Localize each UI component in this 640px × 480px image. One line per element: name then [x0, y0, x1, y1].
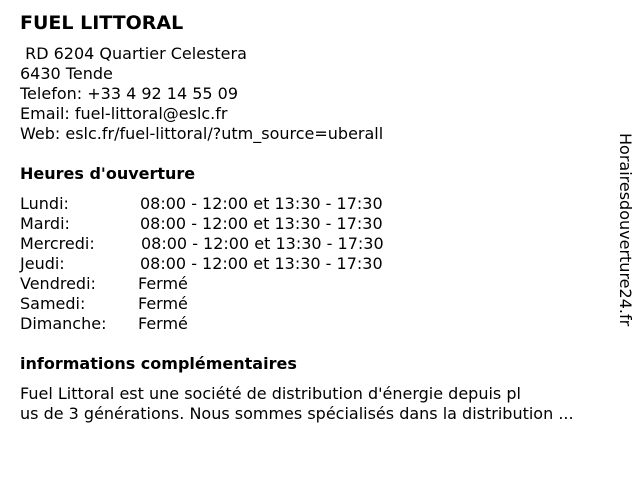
day-hours: 08:00 - 12:00 et 13:30 - 17:30 [140, 194, 383, 213]
address-street: RD 6204 Quartier Celestera [20, 44, 247, 63]
day-label: Dimanche: [20, 314, 107, 333]
additional-info-heading: informations complémentaires [20, 354, 297, 373]
day-hours: Fermé [138, 274, 188, 293]
info-line: us de 3 générations. Nous sommes spécialisés dans la distribution ... [20, 404, 574, 423]
address-city: 6430 Tende [20, 64, 113, 83]
day-hours: 08:00 - 12:00 et 13:30 - 17:30 [141, 234, 384, 253]
info-line: Fuel Littoral est une société de distribution d'énergie depuis pl [20, 384, 521, 403]
day-label: Vendredi: [20, 274, 96, 293]
day-hours: 08:00 - 12:00 et 13:30 - 17:30 [140, 254, 383, 273]
watermark-text: Horairesdouverture24.fr [616, 133, 635, 327]
day-label: Lundi: [20, 194, 69, 213]
day-hours: Fermé [138, 294, 188, 313]
day-label: Mardi: [20, 214, 70, 233]
day-label: Mercredi: [20, 234, 95, 253]
email-address: Email: fuel-littoral@eslc.fr [20, 104, 228, 123]
day-hours: 08:00 - 12:00 et 13:30 - 17:30 [140, 214, 383, 233]
phone-number: Telefon: +33 4 92 14 55 09 [20, 84, 239, 103]
site-watermark [614, 133, 636, 373]
day-label: Samedi: [20, 294, 86, 313]
website-url: Web: eslc.fr/fuel-littoral/?utm_source=uberall [20, 124, 384, 143]
day-label: Jeudi: [20, 254, 65, 273]
business-name: FUEL LITTORAL [20, 12, 184, 34]
additional-info-text [20, 384, 620, 424]
business-contact [20, 44, 383, 144]
opening-hours-heading: Heures d'ouverture [20, 164, 196, 183]
day-hours: Fermé [138, 314, 188, 333]
